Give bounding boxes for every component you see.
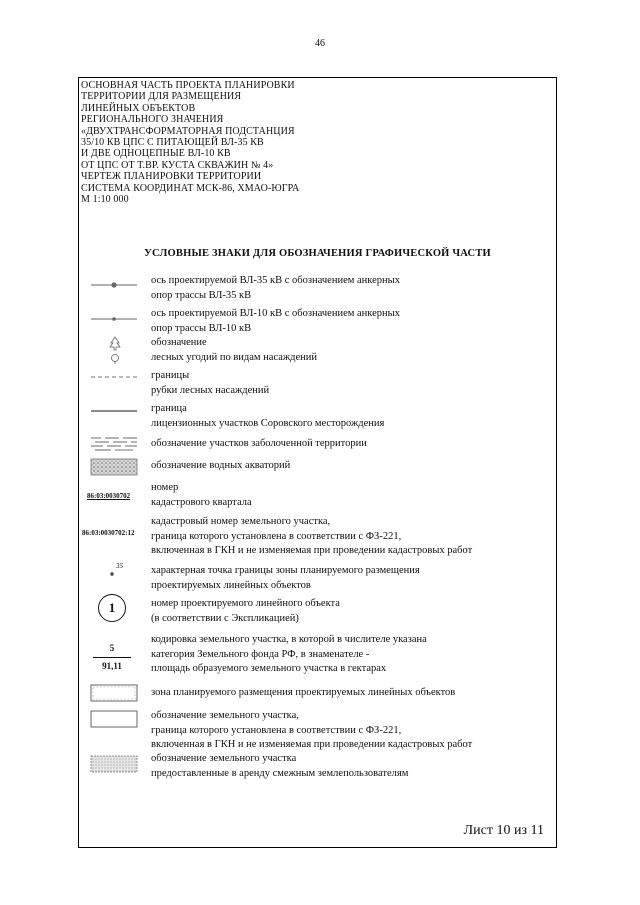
title-line: ТЕРРИТОРИИ ДЛЯ РАЗМЕЩЕНИЯ bbox=[81, 91, 242, 103]
legend-item-land-parcel: обозначение земельного участка, граница которого установлена в соответствии с ФЗ-221, включенная в ГКН и не изменяемая при проведении кадастровых работ bbox=[151, 710, 473, 750]
title-line: И ДВЕ ОДНОЦЕПНЫЕ ВЛ-10 КВ bbox=[81, 148, 231, 160]
legend-item-vl10: ось проектируемой ВЛ-10 кВ с обозначением анкерных опор трассы ВЛ-10 кВ bbox=[151, 308, 400, 334]
title-line: СИСТЕМА КООРДИНАТ МСК-86, ХМАО-ЮГРА bbox=[81, 182, 300, 194]
page-number: 46 bbox=[315, 38, 325, 49]
vl35-line-symbol bbox=[89, 279, 141, 291]
boundary-point-symbol bbox=[109, 569, 117, 577]
license-boundary-symbol bbox=[89, 408, 141, 414]
swamp-symbol bbox=[89, 436, 141, 452]
object-number-circle: 1 bbox=[98, 594, 126, 622]
title-line: ОТ ЦПС ОТ Т.ВР. КУСТА СКВАЖИН № 4» bbox=[81, 159, 274, 171]
title-line: 35/10 КВ ЦПС С ПИТАЮЩЕЙ ВЛ-35 КВ bbox=[81, 137, 264, 149]
boundary-point-number: 35 bbox=[116, 562, 123, 570]
sheet-label: Лист 10 из 11 bbox=[463, 823, 544, 838]
cadastral-quarter-number: 86:03:0030702 bbox=[87, 492, 131, 500]
title-line: ОСНОВНАЯ ЧАСТЬ ПРОЕКТА ПЛАНИРОВКИ bbox=[81, 80, 295, 91]
land-area-denominator: 91,11 bbox=[102, 661, 122, 671]
legend-item-boundary-point: характерная точка границы зоны планируемого размещения проектируемых линейных объектов bbox=[151, 565, 420, 591]
legend-item-parcel-coding: кодировка земельного участка, в которой в числителе указана категория Земельного фонда РФ, в знаменателе - площадь образуемого земельного участка в гектарах bbox=[151, 634, 427, 674]
legend-item-license: граница лицензионных участков Соровского месторождения bbox=[151, 403, 385, 429]
legend-item-water: обозначение водных акваторий bbox=[151, 460, 291, 471]
legend-heading: УСЛОВНЫЕ ЗНАКИ ДЛЯ ОБОЗНАЧЕНИЯ ГРАФИЧЕСКОЙ ЧАСТИ bbox=[144, 248, 491, 259]
forest-tree-icon bbox=[107, 336, 123, 366]
logging-boundary-symbol bbox=[89, 374, 141, 380]
legend-item-forest: обозначение лесных угодий по видам насаждений bbox=[151, 337, 318, 363]
title-line: «ДВУХТРАНСФОРМАТОРНАЯ ПОДСТАНЦИЯ bbox=[81, 125, 295, 137]
leased-parcel-symbol bbox=[89, 755, 141, 773]
title-line: ЧЕРТЕЖ ПЛАНИРОВКИ ТЕРРИТОРИИ bbox=[81, 171, 262, 183]
title-line: ЛИНЕЙНЫХ ОБЪЕКТОВ bbox=[81, 102, 196, 114]
water-symbol bbox=[89, 458, 141, 476]
legend-item-vl35: ось проектируемой ВЛ-35 кВ с обозначением анкерных опор трассы ВЛ-35 кВ bbox=[151, 275, 400, 301]
title-block bbox=[81, 80, 299, 205]
legend-item-swamp: обозначение участков заболоченной территории bbox=[151, 438, 367, 449]
planned-zone-symbol bbox=[89, 684, 141, 702]
legend-item-cadastral-parcel: кадастровый номер земельного участка, граница которого установлена в соответствии с ФЗ-221, включенная в ГКН и не изменяемая при проведении кадастровых работ bbox=[151, 516, 473, 556]
legend-item-logging: границы рубки лесных насаждений bbox=[151, 370, 270, 396]
legend-item-planned-zone: зона планируемого размещения проектируемых линейных объектов bbox=[151, 687, 456, 698]
legend-item-cadastral-quarter: номер кадастрового квартала bbox=[151, 482, 252, 508]
title-line: М 1:10 000 bbox=[81, 194, 129, 206]
legend-item-leased-parcel: обозначение земельного участка предоставленные в аренду смежным землепользователям bbox=[151, 753, 409, 779]
drawing-frame bbox=[78, 77, 557, 848]
land-parcel-symbol bbox=[89, 710, 141, 728]
land-category-numerator: 5 bbox=[109, 643, 115, 653]
vl10-line-symbol bbox=[89, 313, 141, 325]
legend-item-object-number: номер проектируемого линейного объекта (в соответствии с Экспликацией) bbox=[151, 598, 340, 624]
title-line: РЕГИОНАЛЬНОГО ЗНАЧЕНИЯ bbox=[81, 114, 224, 126]
fraction-bar bbox=[93, 657, 131, 658]
cadastral-parcel-number: 86:03:0030702:12 bbox=[82, 529, 135, 537]
